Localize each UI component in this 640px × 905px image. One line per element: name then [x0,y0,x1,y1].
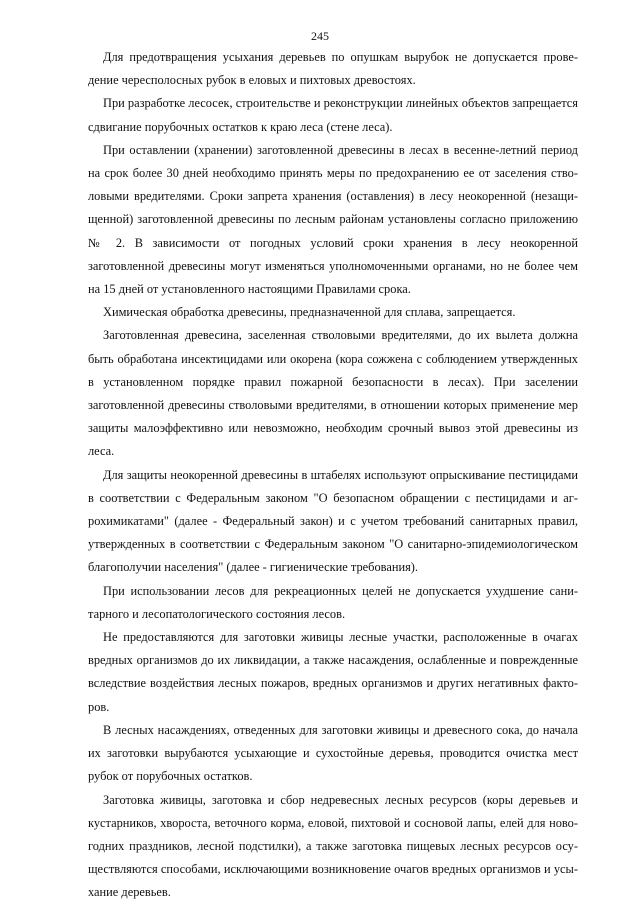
paragraph: При оставлении (хранении) заготовленной древесины в лесах в весенне-летний период на срок более 30 дней необходимо принять меры по предохранению ее от заселения стволовыми вредителями. Сроки запрета хранения (оставления) в лесу неокоренной (незащищенной) заготовленной древесины по лесным районам установлены согласно приложению № 2. В зависимости от погодных условий сроки хранения в лесу неокоренной заготовленной древесины могут изменяться уполномоченными органами, но не более чем на 15 дней от установленного настоящими Правилами срока. [88,142,578,297]
paragraph: Для защиты неокоренной древесины в штабелях используют опрыскивание пестицидами в соответствии с Федеральным законом "О безопасном обращении с пестицидами и агрохимикатами" (далее - Федеральный закон) и с учетом требований санитарных правил, утвержденных в соответствии с Федеральным законом "О санитарно-эпидемиологическом благополучии населения" (далее - гигиенические требования). [88,467,578,575]
paragraph: При разработке лесосек, строительстве и реконструкции линейных объектов запрещается сдвигание порубочных остатков к краю леса (стене леса). [88,96,578,134]
paragraph: В лесных насаждениях, отведенных для заготовки живицы и древесного сока, до начала их заготовки вырубаются усыхающие и сухостойные деревья, проводится очистка мест рубок от порубочных остатков. [88,722,578,784]
paragraph: Заготовка живицы, заготовка и сбор недревесных лесных ресурсов (коры деревьев и кустарников, хвороста, веточного корма, еловой, пихтовой и сосновой лапы, елей для новогодних праздников, лесной подстилки), а также заготовка пищевых лесных ресурсов осуществляются способами, исключающими возникновение очагов вредных организмов и усыхание деревьев. [88,792,578,900]
paragraph: При использовании лесов для рекреационных целей не допускается ухудшение санитарного и лесопатологического состояния лесов. [88,583,578,621]
page-body [88,46,578,905]
paragraph: Заготовленная древесина, заселенная стволовыми вредителями, до их вылета должна быть обработана инсектицидами или окорена (кора сожжена с соблюдением утвержденных в установленном порядке правил пожарной безопасности в лесах). При заселении заготовленной древесины стволовыми вредителями, в отношении которых применение мер защиты малоэффективно или невозможно, необходим срочный вывоз этой древесины из леса. [88,328,578,459]
page-number: 245 [311,29,329,43]
paragraph: Для предотвращения усыхания деревьев по опушкам вырубок не допускается проведение чересполосных рубок в еловых и пихтовых древостоях. [88,50,578,88]
paragraph: Не предоставляются для заготовки живицы лесные участки, расположенные в очагах вредных организмов до их ликвидации, а также насаждения, ослабленные и поврежденные вследствие воздействия лесных пожаров, вредных организмов и других негативных факторов. [88,630,578,714]
paragraph: Химическая обработка древесины, предназначенной для сплава, запрещается. [103,305,516,320]
